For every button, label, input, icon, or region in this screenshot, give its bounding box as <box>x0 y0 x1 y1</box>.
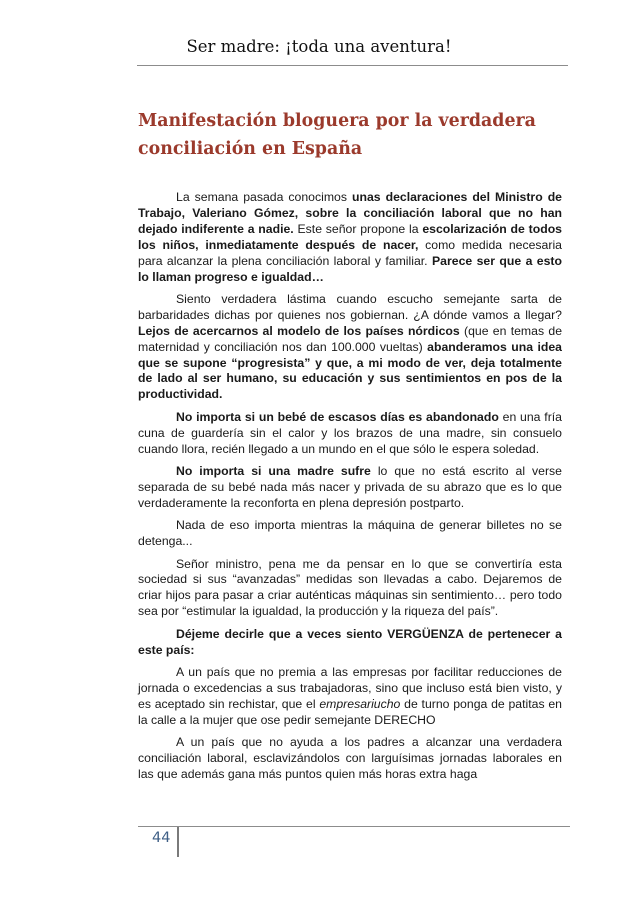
p1-text-e: como medida necesaria para alcanzar la plena conciliación laboral y familiar. <box>138 237 562 268</box>
p8-text-c: de turno ponga de patitas en la calle a la mujer que ose pedir semejante DERECHO <box>138 696 562 727</box>
p2-text-c: (que en temas de maternidad y conciliación nos dan 100.000 vueltas) <box>138 323 563 354</box>
p1-bold-d: escolarización de todos los niños, inmediatamente después de nacer, <box>138 221 562 252</box>
p1-bold-f: Parece ser que a esto lo llaman progreso e igualdad… <box>138 253 562 284</box>
footer-divider <box>138 826 570 827</box>
p3-bold-a: No importa si un bebé de escasos días es abandonado <box>176 409 499 424</box>
paragraph-2 <box>138 292 562 403</box>
page-number: 44 <box>152 830 171 846</box>
p1-text-c: Este señor propone la <box>293 221 423 236</box>
header-divider <box>137 65 568 66</box>
paragraph-8 <box>138 665 562 729</box>
p1-text-a: La semana pasada conocimos <box>176 190 352 204</box>
paragraph-3 <box>138 410 562 458</box>
paragraph-4 <box>138 464 562 512</box>
paragraph-7 <box>138 627 562 659</box>
p3-text-b: en una fría cuna de guardería sin el calor y los brazos de una madre, sin consuelo cuando llora, recién llegado a un mundo en el que sólo le espera soledad. <box>138 409 562 456</box>
article-title: Manifestación bloguera por la verdadera conciliación en España <box>138 111 536 159</box>
p1-bold-b: unas declaraciones del Ministro de Trabajo, Valeriano Gómez, sobre la conciliación laboral que no han dejado indiferente a nadie. <box>138 190 562 236</box>
p2-bold-d: abanderamos una idea que se supone “progresista” y que, a mi modo de ver, deja totalmente de lado al ser humano, su educación y sus sentimientos en pos de la productividad. <box>138 339 562 402</box>
p7-bold: Déjeme decirle que a veces siento VERGÜENZA de pertenecer a este país: <box>138 626 562 657</box>
p8-text-a: A un país que no premia a las empresas por facilitar reducciones de jornada o excedencias a sus trabajadoras, sino que incluso está bien visto, y es aceptado sin rechistar, que el <box>138 664 562 711</box>
footer-vertical-bar <box>177 827 179 857</box>
p2-bold-b: Lejos de acercarnos al modelo de los países nórdicos <box>138 323 460 338</box>
paragraph-9: A un país que no ayuda a los padres a alcanzar una verdadera conciliación laboral, esclavizándolos con larguísimas jornadas laborales en las que además gana más puntos quien más horas extra haga <box>138 735 562 781</box>
p4-text-b: lo que no está escrito al verse separada de su bebé nada más nacer y privada de su abrazo que es lo que verdaderamente la reconforta en plena depresión postparto. <box>138 464 562 510</box>
article-body <box>138 190 562 789</box>
paragraph-5: Nada de eso importa mientras la máquina de generar billetes no se detenga... <box>138 518 562 549</box>
paragraph-1 <box>138 190 562 285</box>
paragraph-6: Señor ministro, pena me da pensar en lo que se convertiría esta sociedad si sus “avanzadas” medidas son llevadas a cabo. Dejaremos de criar hijos para pasar a criar auténticas máquinas sin sentimiento… pero todo sea por “estimular la igualdad, la producción y la riqueza del país”. <box>138 556 562 619</box>
p2-text-a: Siento verdadera lástima cuando escucho semejante sarta de barbaridades dichas por quienes nos gobiernan. ¿A dónde vamos a llegar? <box>138 291 562 322</box>
running-header: Ser madre: ¡toda una aventura! <box>186 37 452 56</box>
p8-italic-b: empresariucho <box>319 696 401 711</box>
p4-bold-a: No importa si una madre sufre <box>176 464 371 478</box>
